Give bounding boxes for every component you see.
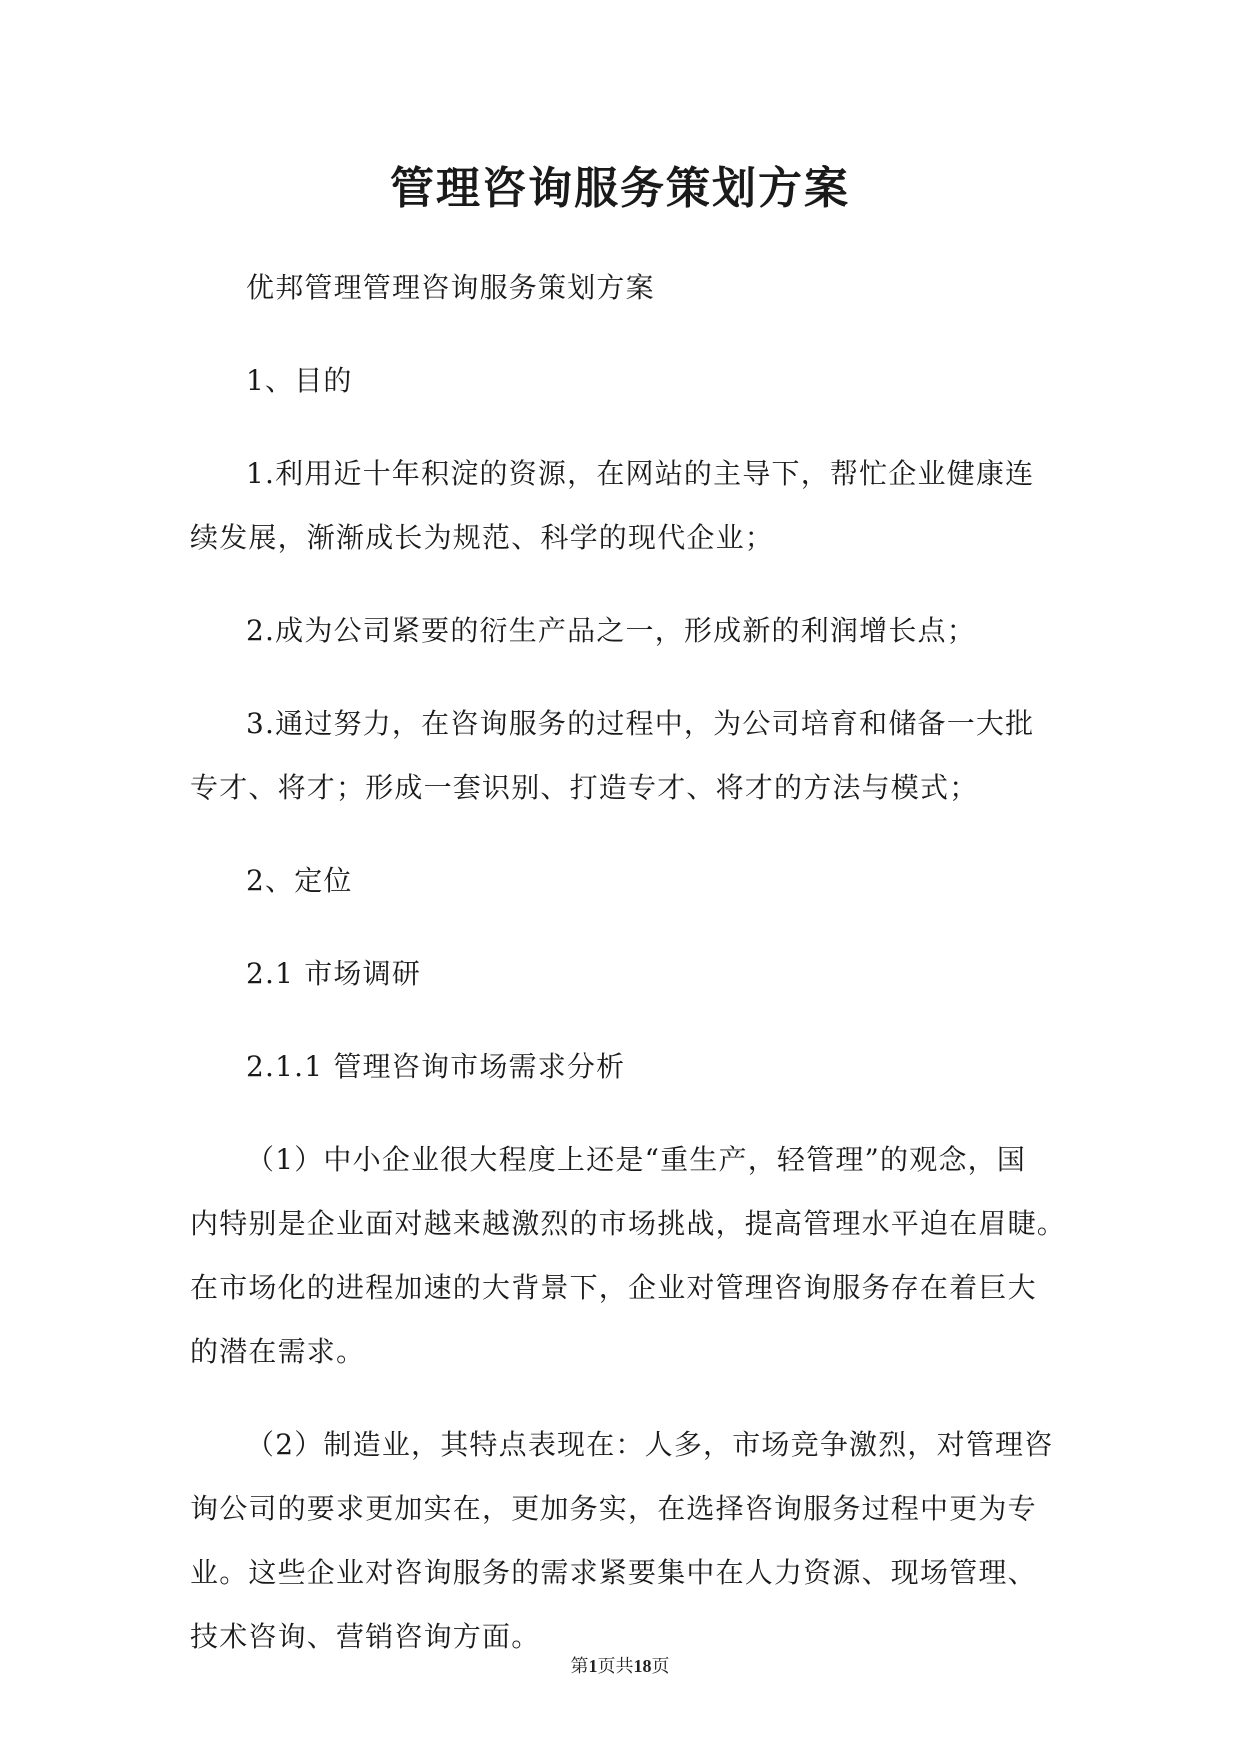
paragraph-line: 2.成为公司紧要的衍生产品之一，形成新的利润增长点； [246,614,976,647]
section-heading [190,849,1060,913]
paragraph [190,256,1060,320]
paragraph-line: 2.1 市场调研 [246,957,422,990]
paragraph [190,599,1060,663]
paragraph [190,442,1060,570]
paragraph-line: 优邦管理管理咨询服务策划方案 [246,271,655,304]
footer-suffix: 页 [651,1656,670,1677]
paragraph-line: 2、定位 [246,864,353,897]
subsection-heading [190,942,1060,1006]
paragraph [190,1413,1060,1669]
paragraph-line: 询公司的要求更加实在，更加务实，在选择咨询服务过程中更为专 [190,1492,1037,1525]
footer-middle: 页共 [597,1656,634,1677]
document-title: 管理咨询服务策划方案 [390,163,850,214]
footer-total-pages: 18 [633,1656,652,1676]
paragraph-line: 1、目的 [246,364,353,397]
paragraph-line: 业。这些企业对咨询服务的需求紧要集中在人力资源、现场管理、 [190,1556,1037,1589]
paragraph-line: 3.通过努力，在咨询服务的过程中，为公司培育和储备一大批 [246,707,1035,740]
paragraph [190,692,1060,820]
paragraph-line: （1）中小企业很大程度上还是“重生产，轻管理”的观念，国 [246,1143,1027,1176]
paragraph-line: 1.利用近十年积淀的资源，在网站的主导下，帮忙企业健康连 [246,457,1035,490]
section-heading [190,349,1060,413]
paragraph-line: 在市场化的进程加速的大背景下，企业对管理咨询服务存在着巨大 [190,1271,1037,1304]
paragraph [190,1128,1067,1384]
paragraph-line: 内特别是企业面对越来越激烈的市场挑战，提高管理水平迫在眉睫。 [190,1207,1067,1240]
paragraph-line: 的潜在需求。 [190,1335,366,1368]
paragraph-line: 2.1.1 管理咨询市场需求分析 [246,1050,626,1083]
paragraph-line: 技术咨询、营销咨询方面。 [190,1620,541,1653]
paragraph-line: （2）制造业，其特点表现在：人多，市场竞争激烈，对管理咨 [246,1428,1054,1461]
subsection-heading [190,1035,1060,1099]
document-body [190,256,1067,1698]
page-footer [0,1652,1240,1678]
footer-page-number: 1 [588,1656,598,1676]
paragraph-line: 续发展，渐渐成长为规范、科学的现代企业； [190,521,775,554]
paragraph-line: 专才、将才；形成一套识别、打造专才、将才的方法与模式； [190,771,979,804]
footer-prefix: 第 [570,1656,589,1677]
